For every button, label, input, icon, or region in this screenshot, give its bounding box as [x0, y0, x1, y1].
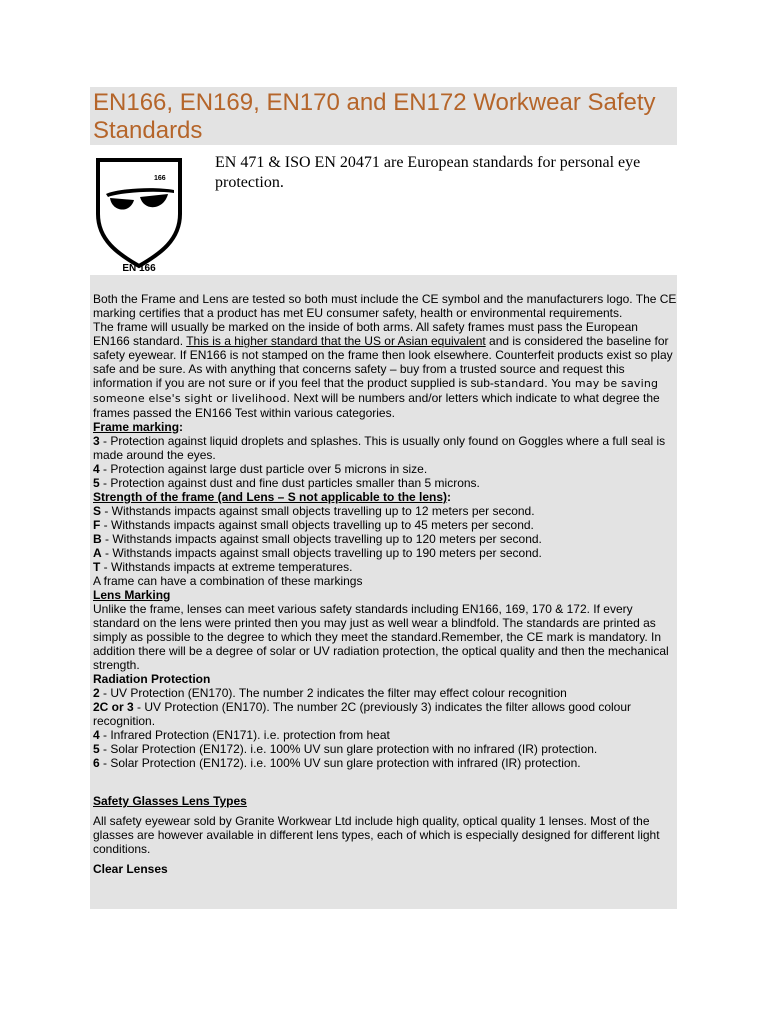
item-text: - Solar Protection (EN172). i.e. 100% UV sun glare protection with infrared (IR) protection.: [99, 756, 581, 770]
content-panel: [90, 275, 677, 909]
frame-marking-item: [93, 434, 677, 462]
item-text: - UV Protection (EN170). The number 2 indicates the filter may effect colour recognition: [99, 686, 567, 700]
item-text: - Withstands impacts against small objects travelling up to 120 meters per second.: [101, 532, 542, 546]
item-code: T: [93, 560, 101, 574]
radiation-item: [93, 700, 677, 728]
radiation-item: [93, 742, 677, 756]
radiation-item: [93, 756, 677, 770]
logo-caption: EN 166: [122, 263, 156, 274]
frame-marking-heading: [93, 420, 677, 434]
content-body: [93, 292, 677, 876]
radiation-item: [93, 686, 677, 700]
item-code: F: [93, 518, 101, 532]
spacer: [93, 770, 677, 794]
intro-text: EN 471 & ISO EN 20471 are European standards for personal eye protection.: [215, 154, 641, 191]
frame-marking-item: [93, 462, 677, 476]
paragraph-text: and is considered the baseline for safety eyewear. If EN166 is not stamped on the frame then look elsewhere. Counterfeit products exist so play safe and be sure. As with anything that concerns safety – buy from a trusted source and request this information if you are not sure or if you feel that the product supplied is sub-: [93, 334, 673, 390]
en166-shield-logo: [94, 156, 184, 274]
page-title: EN166, EN169, EN170 and EN172 Workwear Safety Standards: [93, 89, 656, 144]
lens-marking-text: Unlike the frame, lenses can meet various safety standards including EN166, 169, 170 & 172. If every standard on the lens were printed then you may just as well wear a blindfold. The standards are printed as simply as possible to the degree to which they meet the standard.Remember, the CE mark is mandatory. In addition there will be a degree of solar or UV radiation protection, the optical quality and then the mechanical strength.: [93, 602, 669, 672]
strength-note: A frame can have a combination of these markings: [93, 574, 363, 588]
badge-number: 166: [154, 175, 166, 182]
item-text: - Protection against large dust particle over 5 microns in size.: [99, 462, 428, 476]
item-code: 4: [93, 728, 100, 742]
item-code: 2: [93, 686, 100, 700]
strength-item: [93, 504, 677, 518]
item-code: 2C or 3: [93, 700, 134, 714]
strength-item: [93, 532, 677, 546]
strength-item: [93, 546, 677, 560]
item-code: A: [93, 546, 102, 560]
item-code: S: [93, 504, 102, 518]
paragraph-frame-info: [93, 320, 677, 420]
item-text: - Withstands impacts against small objects travelling up to 45 meters per second.: [100, 518, 534, 532]
item-text: - Protection against dust and fine dust particles smaller than 5 microns.: [99, 476, 480, 490]
item-text: - Infrared Protection (EN171). i.e. protection from heat: [99, 728, 390, 742]
clear-lenses-heading: Clear Lenses: [93, 862, 168, 876]
lens-types-text: All safety eyewear sold by Granite Workwear Ltd include high quality, optical quality 1 lenses. Most of the glasses are however available in different lens types, each of which is especially designed for different light conditions.: [93, 814, 660, 856]
item-code: 4: [93, 462, 100, 476]
item-text: - UV Protection (EN170). The number 2C (previously 3) indicates the filter allows good colour recognition.: [93, 700, 632, 728]
item-text: - Withstands impacts at extreme temperatures.: [100, 560, 353, 574]
item-code: 5: [93, 742, 100, 756]
item-code: B: [93, 532, 102, 546]
intro-section: [90, 150, 680, 275]
underlined-text: This is a higher standard that the US or Asian equivalent: [186, 334, 486, 348]
item-code: 5: [93, 476, 100, 490]
strength-item: [93, 518, 677, 532]
item-text: - Protection against liquid droplets and splashes. This is usually only found on Goggles where a full seal is made around the eyes.: [93, 434, 666, 462]
item-code: 3: [93, 434, 100, 448]
lens-marking-heading: Lens Marking: [93, 588, 171, 602]
item-text: - Withstands impacts against small objects travelling up to 12 meters per second.: [101, 504, 535, 518]
paragraph-ce-marking: Both the Frame and Lens are tested so both must include the CE symbol and the manufacturers logo. The CE marking certifies that a product has met EU consumer safety, health or environmental requirements.: [93, 292, 677, 320]
paragraph-text: Next will be numbers and/or letters which indicate to what degree the frames passed the EN166 Test within various categories.: [93, 391, 660, 420]
shield-icon: [98, 160, 180, 266]
heading-text: Strength of the frame (and Lens – S not applicable to the lens): [93, 490, 448, 504]
heading-colon: :: [447, 490, 452, 504]
item-text: - Withstands impacts against small objects travelling up to 190 meters per second.: [101, 546, 542, 560]
radiation-heading: Radiation Protection: [93, 672, 211, 686]
strength-heading: [93, 490, 677, 504]
frame-marking-item: [93, 476, 677, 490]
heading-colon: :: [179, 420, 184, 434]
lens-types-heading: Safety Glasses Lens Types: [93, 794, 247, 808]
item-code: 6: [93, 756, 100, 770]
heading-text: Frame marking: [93, 420, 180, 434]
paragraph-text: The frame will usually be marked on the inside of both arms. All safety frames must pass the European EN166 standard.: [93, 320, 638, 348]
strength-item: [93, 560, 677, 574]
radiation-item: [93, 728, 677, 742]
alt-font-text: standard. You may be saving someone else's sight or livelihood.: [93, 377, 659, 405]
title-banner: [90, 87, 677, 145]
item-text: - Solar Protection (EN172). i.e. 100% UV sun glare protection with no infrared (IR) protection.: [99, 742, 598, 756]
